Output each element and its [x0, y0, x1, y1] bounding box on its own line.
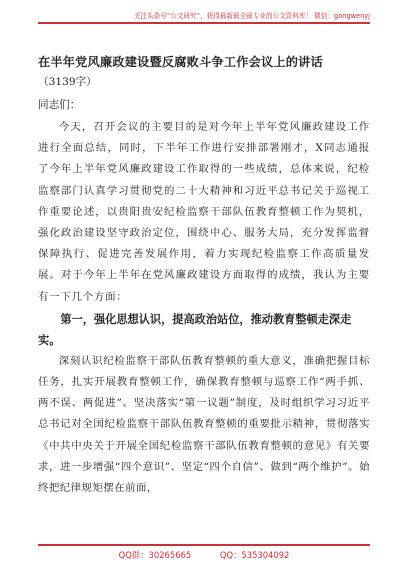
header-divider [38, 22, 370, 24]
document-title: 在半年党风廉政建设暨反腐败斗争工作会议上的讲话 [38, 55, 323, 69]
footer-divider [38, 544, 370, 546]
word-count: （3139字） [38, 76, 97, 88]
document-body [38, 52, 370, 499]
header-banner: 关注头条号“公文研究”，获得最新最全最专业的公文资料库！ 微信：gongwenyj [133, 12, 370, 20]
intro-paragraph: 今天，召开会议的主要目的是对今年上半年党风廉政建设工作进行全面总结，同时，下半年工作进行安排部署刚才，X同志通报了今年上半年党风廉政建设工作取得的一些成绩，总体来说，纪检监察部门认真学习贯彻党的二十大精神和习近平总书记关于巡视工作重要论述，以贵阳贵安纪检监察干部队伍教育整顿工作为契机，强化政治建设坚守政治定位，围绕中心、服务大局，充分发挥监督保障执行、促进完善发展作用，着力实现纪检监察工作高质量发展。对于今年上半年在党风廉政建设方面取得的成绩，我认为主要有一下几个方面： [38, 121, 370, 303]
qq-group-number: QQ群：30265665 [118, 550, 192, 560]
greeting: 同志们： [38, 99, 81, 111]
section-heading: 第一，强化思想认识，提高政治站位，推动教育整顿走深走实。 [38, 312, 352, 347]
footer-contacts [38, 549, 370, 561]
section-paragraph: 深刻认识纪检监察干部队伍教育整顿的重大意义，准确把握目标任务，扎实开展教育整顿工作，确保教育整顿与巡察工作“两手抓、两不误、两促进”。坚决落实“第一议题”制度，及时组织学习习近平总书记对全国纪检监察干部队伍教育整顿的重要批示精神，贯彻落实《中共中央关于开展全国纪检监察干部队伍教育整顿的意见》有关要求，进一步增强“四个意识”、坚定“四个自信”、做到“两个维护”。始终把纪律规矩摆在前面， [38, 354, 370, 495]
qq-number: QQ：535304092 [219, 550, 290, 560]
